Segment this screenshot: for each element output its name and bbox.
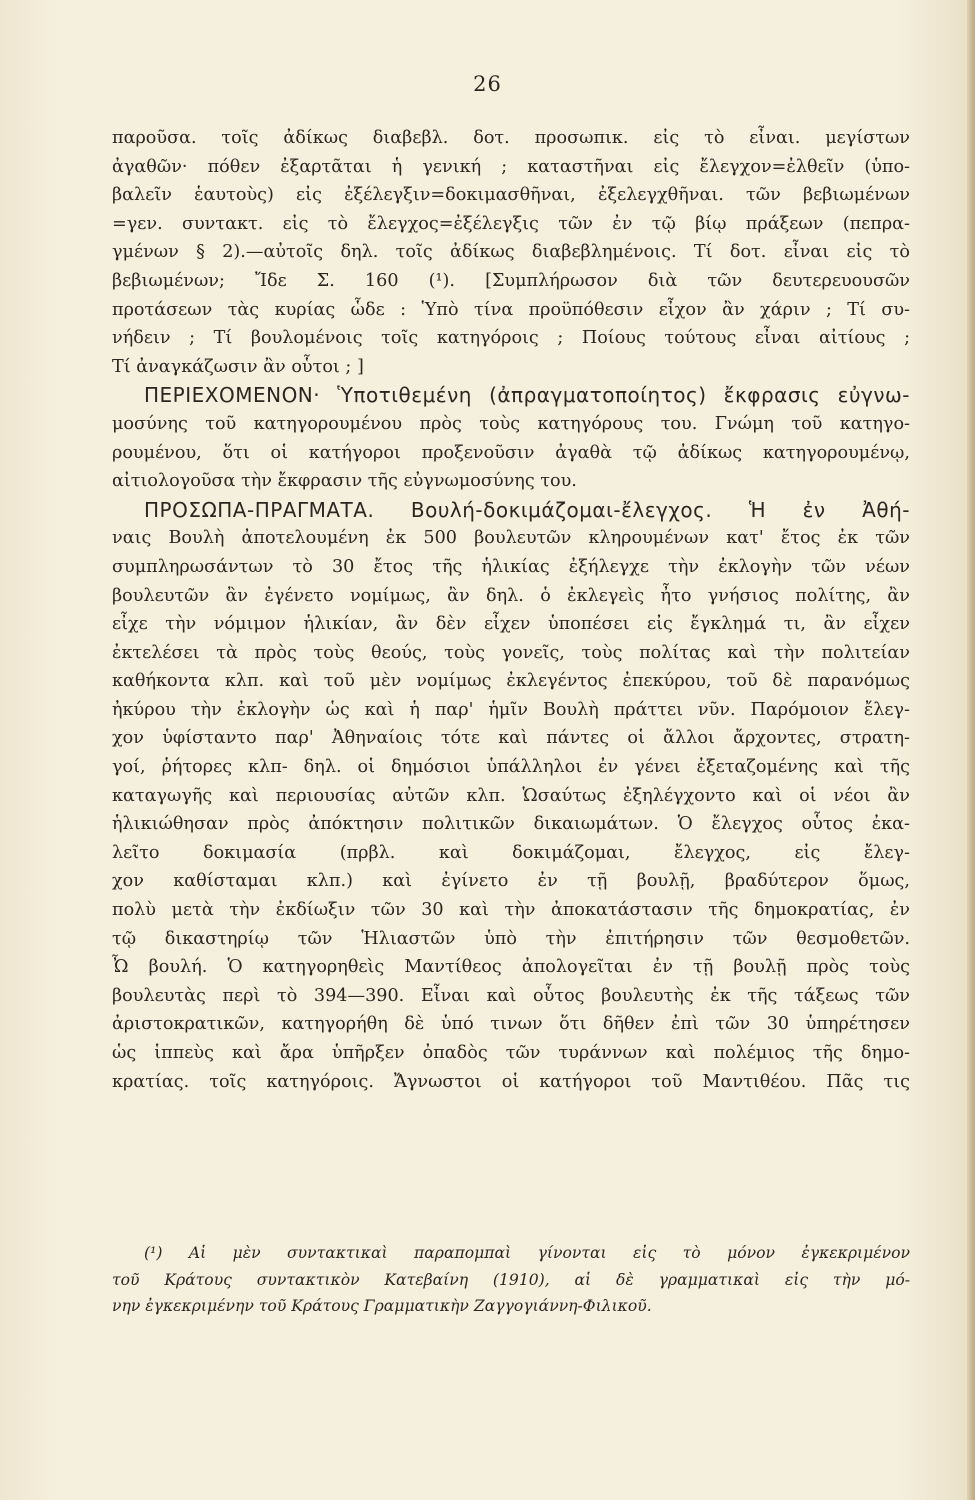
text-line: παροῦσα. τοῖς ἀδίκως διαβεβλ. δοτ. προσωπικ. εἰς τὸ εἶναι. μεγίστων (112, 128, 910, 148)
text-line: ἡλικιώθησαν πρὸς ἀπόκτησιν πολιτικῶν δικαιωμάτων. Ὁ ἔλεγχος οὗτος ἐκα- (112, 814, 910, 835)
text-line: εἶχε τὴν νόμιμον ἡλικίαν, ἂν δὲν εἶχεν ὑποπέσει εἰς ἔγκλημά τι, ἂν εἶχεν (112, 614, 910, 635)
text-line: ἠκύρου τὴν ἐκλογὴν ὡς καὶ ἡ παρ' ἡμῖν Βουλὴ πράττει νῦν. Παρόμοιον ἔλεγ- (112, 699, 910, 720)
footnote-line: τοῦ Κράτους συντακτικὸν Κατεβαίνη (1910), αἱ δὲ γραμματικαὶ εἰς τὴν μό- (112, 1270, 910, 1289)
section-heading-contents: ΠΕΡΙΕΧΟΜΕΝΟΝ· Ὑποτιθεμένη (ἀπραγματοποίητος) ἔκφρασις εὐγνω- (144, 383, 910, 408)
text-line: βαλεῖν ἑαυτοὺς) εἰς ἐξέλεγξιν=δοκιμασθῆναι, ἐξελεγχθῆναι. τῶν βεβιωμένων (112, 185, 910, 206)
section-heading-persons: ΠΡΟΣΩΠΑ-ΠΡΑΓΜΑΤΑ. Βουλή-δοκιμάζομαι-ἔλεγχος. Ἡ ἐν Ἀθή- (144, 497, 910, 522)
text-line: ἐκτελέσει τὰ πρὸς τοὺς θεούς, τοὺς γονεῖς, τοὺς πολίτας καὶ τὴν πολιτείαν (112, 642, 910, 663)
text-line: χον ὑφίσταντο παρ' Ἀθηναίοις τότε καὶ πάντες οἱ ἄλλοι ἄρχοντες, στρατη- (112, 728, 910, 749)
text-line: πολὺ μετὰ τὴν ἐκδίωξιν τῶν 30 καὶ τὴν ἀποκατάστασιν τῆς δημοκρατίας, ἐν (112, 900, 910, 921)
text-line: καταγωγῆς καὶ περιουσίας αὐτῶν κλπ. Ὡσαύτως ἐξηλέγχοντο καὶ οἱ νέοι ἂν (112, 785, 910, 806)
text-line: ἀριστοκρατικῶν, κατηγορήθη δὲ ὑπό τινων ὅτι δῆθεν ἐπὶ τῶν 30 ὑπηρέτησεν (112, 1014, 910, 1035)
text-line: βεβιωμένων; Ἴδε Σ. 160 (¹). [Συμπλήρωσον διὰ τῶν δευτερευουσῶν (112, 270, 910, 291)
text-line: ἀγαθῶν· πόθεν ἐξαρτᾶται ἡ γενική ; καταστῆναι εἰς ἔλεγχον=ἐλθεῖν (ὑπο- (112, 156, 910, 177)
text-line: καθήκοντα κλπ. καὶ τοῦ μὲν νομίμως ἐκλεγέντος ἐπεκύρου, τοῦ δὲ παρανόμως (112, 671, 910, 692)
text-line: ὡς ἱππεὺς καὶ ἄρα ὑπῆρξεν ὀπαδὸς τῶν τυράννων καὶ πολέμιος τῆς δημο- (112, 1043, 910, 1063)
text-line: ρουμένου, ὅτι οἱ κατήγοροι προξενοῦσιν ἀγαθὰ τῷ ἀδίκως κατηγορουμένῳ, (112, 442, 910, 463)
text-line: βουλευτὰς περὶ τὸ 394—390. Εἶναι καὶ οὗτος βουλευτὴς ἐκ τῆς τάξεως τῶν (112, 985, 910, 1006)
page-edge (967, 0, 975, 1500)
text-line: συμπληρωσάντων τὸ 30 ἔτος τῆς ἡλικίας ἐξήλεγχε τὴν ἐκλογὴν τῶν νέων (112, 556, 910, 577)
footnote (112, 1240, 910, 1320)
footnote-line: (¹) Αἱ μὲν συντακτικαὶ παραπομπαὶ γίνονται εἰς τὸ μόνον ἐγκεκριμένον (144, 1244, 910, 1262)
text-line: χον καθίσταμαι κλπ.) καὶ ἐγίνετο ἐν τῇ βουλῇ, βραδύτερον ὅμως, (112, 871, 910, 892)
text-line: βουλευτῶν ἂν ἐγένετο νομίμως, ἂν δηλ. ὁ ἐκλεγεὶς ἦτο γνήσιος πολίτης, ἂν (112, 585, 910, 606)
text-line: Τί ἀναγκάζωσιν ἂν οὗτοι ; ] (112, 356, 364, 377)
text-line: γοί, ῥήτορες κλπ- δηλ. οἱ δημόσιοι ὑπάλληλοι ἐν γένει ἐξεταζομένης καὶ τῆς (112, 757, 910, 778)
text-line: Ὦ βουλή. Ὁ κατηγορηθεὶς Μαντίθεος ἀπολογεῖται ἐν τῇ βουλῇ πρὸς τοὺς (112, 957, 910, 978)
text-line: προτάσεων τὰς κυρίας ὧδε : Ὑπὸ τίνα προϋπόθεσιν εἶχον ἂν χάριν ; Τί συ- (112, 299, 910, 320)
text-line: μοσύνης τοῦ κατηγορουμένου πρὸς τοὺς κατηγόρους του. Γνώμη τοῦ κατηγο- (112, 413, 910, 434)
text-line: αἰτιολογοῦσα τὴν ἔκφρασιν τῆς εὐγνωμοσύνης του. (112, 471, 577, 492)
text-line: λεῖτο δοκιμασία (πρβλ. καὶ δοκιμάζομαι, ἔλεγχος, εἰς ἔλεγ- (112, 842, 910, 863)
text-line: =γεν. συντακτ. εἰς τὸ ἔλεγχος=ἐξέλεγξις τῶν ἐν τῷ βίῳ πράξεων (πεπρα- (112, 213, 910, 234)
footnote-line: νην ἐγκεκριμένην τοῦ Κράτους Γραμματικὴν Ζαγγογιάννη-Φιλικοῦ. (112, 1297, 652, 1315)
text-line: γμένων § 2).—αὐτοῖς δηλ. τοῖς ἀδίκως διαβεβλημένοις. Τί δοτ. εἶναι εἰς τὸ (112, 242, 910, 263)
text-line: κρατίας. τοῖς κατηγόροις. Ἄγνωστοι οἱ κατήγοροι τοῦ Μαντιθέου. Πᾶς τις (112, 1071, 910, 1092)
text-line: τῷ δικαστηρίῳ τῶν Ἡλιαστῶν ὑπὸ τὴν ἐπιτήρησιν τῶν θεσμοθετῶν. (112, 928, 910, 949)
text-line: νήδειν ; Τί βουλομένοις τοῖς κατηγόροις ; Ποίους τούτους εἶναι αἰτίους ; (112, 328, 910, 349)
page-number: 26 (473, 72, 502, 96)
main-text (112, 124, 910, 1096)
text-line: ναις Βουλὴ ἀποτελουμένη ἐκ 500 βουλευτῶν κληρουμένων κατ' ἔτος ἐκ τῶν (112, 528, 910, 549)
